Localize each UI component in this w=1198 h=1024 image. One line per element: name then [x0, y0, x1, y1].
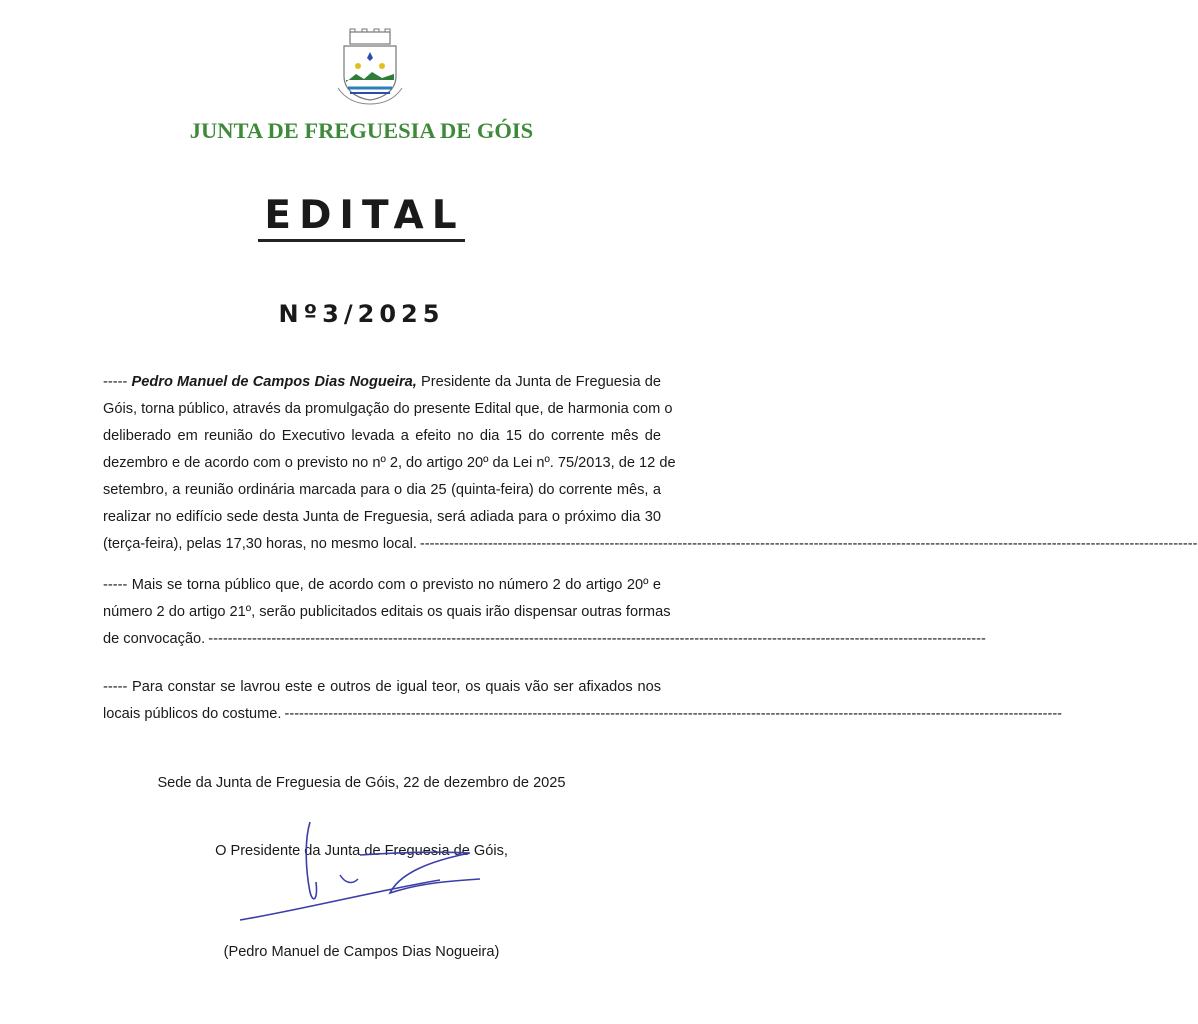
signatory-name: (Pedro Manuel de Campos Dias Nogueira): [223, 944, 500, 960]
handwritten-signature: [230, 820, 500, 930]
dash-filler: ----------------------------------------------------------------------------------------------------------------------------------------------------------------: [284, 706, 1063, 722]
paragraph-line: de convocação. ----------------------------------------------------------------------------------------------------------------------------------------------------------------: [103, 626, 661, 653]
edital-number: Nº3/2025: [278, 300, 445, 328]
coat-of-arms-logo: [332, 28, 408, 108]
paragraph-line: deliberado em reunião do Executivo levada a efeito no dia 15 do corrente mês de: [103, 428, 661, 444]
paragraph-line: (terça-feira), pelas 17,30 horas, no mesmo local. ----------------------------------------------------------------------------------------------------------------------------------------------------------------: [103, 531, 661, 558]
organization-name: JUNTA DE FREGUESIA DE GÓIS: [189, 118, 534, 143]
paragraph-3: [103, 674, 1063, 728]
signatory-title: O Presidente da Junta de Freguesia de Góis,: [215, 843, 508, 859]
document-title: [0, 193, 723, 238]
date-line: Sede da Junta de Freguesia de Góis, 22 de dezembro de 2025: [157, 775, 566, 791]
document-title-text: EDITAL: [258, 193, 464, 242]
paragraph-line: ----- Mais se torna público que, de acordo com o previsto no número 2 do artigo 20º e: [103, 577, 661, 593]
paragraph-line: realizar no edifício sede desta Junta de Freguesia, será adiada para o próximo dia 30: [103, 509, 661, 525]
paragraph-line: ----- Pedro Manuel de Campos Dias Nogueira, Presidente da Junta de Freguesia de: [103, 374, 661, 390]
paragraph-line: locais públicos do costume. ----------------------------------------------------------------------------------------------------------------------------------------------------------------: [103, 701, 661, 728]
dash-filler: ----------------------------------------------------------------------------------------------------------------------------------------------------------------: [419, 536, 1198, 552]
paragraph-line: setembro, a reunião ordinária marcada para o dia 25 (quinta-feira) do corrente mês, a: [103, 482, 661, 498]
paragraph-line: Góis, torna público, através da promulgação do presente Edital que, de harmonia com o: [103, 401, 673, 417]
paragraph-line: ----- Para constar se lavrou este e outros de igual teor, os quais vão ser afixados nos: [103, 679, 661, 695]
dash-filler: ----------------------------------------------------------------------------------------------------------------------------------------------------------------: [208, 631, 986, 647]
paragraph-line: dezembro e de acordo com o previsto no nº 2, do artigo 20º da Lei nº. 75/2013, de 12 de: [103, 455, 676, 471]
paragraph-1: [103, 369, 1198, 558]
paragraph-2: [103, 572, 986, 653]
paragraph-line: número 2 do artigo 21º, serão publicitados editais os quais irão dispensar outras formas: [103, 604, 671, 620]
president-name: Pedro Manuel de Campos Dias Nogueira,: [131, 374, 417, 390]
